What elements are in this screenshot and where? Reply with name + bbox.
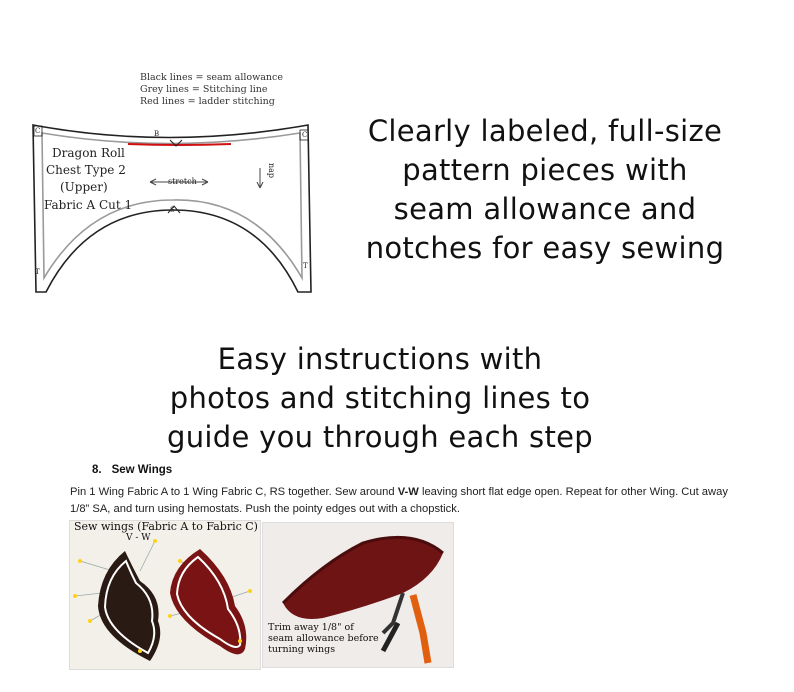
instr-part1: Pin 1 Wing Fabric A to 1 Wing Fabric C, RS together. Sew around	[70, 486, 398, 498]
nap-arrow	[257, 168, 263, 188]
headline-instructions	[130, 340, 630, 457]
pattern-cut: Fabric A Cut 1	[44, 198, 133, 212]
legend-grey: Grey lines = Stitching line	[140, 84, 268, 95]
notch-t-right-label: T	[303, 262, 308, 270]
scissors-icon	[383, 593, 428, 663]
pattern-name: Dragon Roll	[52, 146, 125, 160]
headline-patterns	[340, 112, 750, 268]
headline2-line3: guide you through each step	[167, 420, 593, 454]
pattern-piece: Chest Type 2	[46, 163, 126, 177]
photo1-caption: Sew wings (Fabric A to Fabric C)	[74, 520, 258, 533]
wings-illustration	[70, 521, 260, 669]
notch-b-label: B	[154, 130, 160, 138]
notch-c-right-label: C	[302, 131, 308, 139]
headline2-line2: photos and stitching lines to	[169, 381, 591, 415]
instr-part2: leaving short flat edge open. Repeat for other Wing. Cut away 1/8” SA, and turn using hemostats. Push the pointy edges out with a chopstick.	[70, 486, 728, 515]
red-wing	[170, 549, 246, 654]
notch-t-left-label: T	[35, 268, 40, 276]
step-instructions	[70, 484, 730, 518]
headline1-line3: seam allowance and	[393, 192, 697, 226]
headline1-line2: pattern pieces with	[402, 153, 688, 187]
instr-bold: V-W	[397, 486, 419, 498]
photo-sew-wings	[69, 520, 261, 670]
notch-c-left-label: C	[35, 127, 41, 135]
notch-s-label: S	[170, 206, 175, 214]
headline2-line1: Easy instructions with	[217, 342, 543, 376]
step-number: 8.	[92, 464, 102, 476]
ladder-stitch-line	[128, 144, 231, 145]
photo2-caption: Trim away 1/8" of seam allowance before turning wings	[268, 622, 379, 655]
stretch-label: stretch	[168, 177, 197, 186]
step-heading	[92, 464, 182, 476]
pattern-part: (Upper)	[60, 180, 108, 194]
step-title: Sew Wings	[111, 464, 173, 476]
headline1-line1: Clearly labeled, full-size	[367, 114, 723, 148]
legend-red: Red lines = ladder stitching	[140, 96, 275, 107]
nap-label: nap	[267, 162, 277, 179]
photo1-subcaption: V - W	[126, 533, 151, 543]
headline1-line4: notches for easy sewing	[365, 231, 725, 265]
legend-black: Black lines = seam allowance	[140, 72, 283, 83]
pattern-legend	[140, 72, 283, 108]
